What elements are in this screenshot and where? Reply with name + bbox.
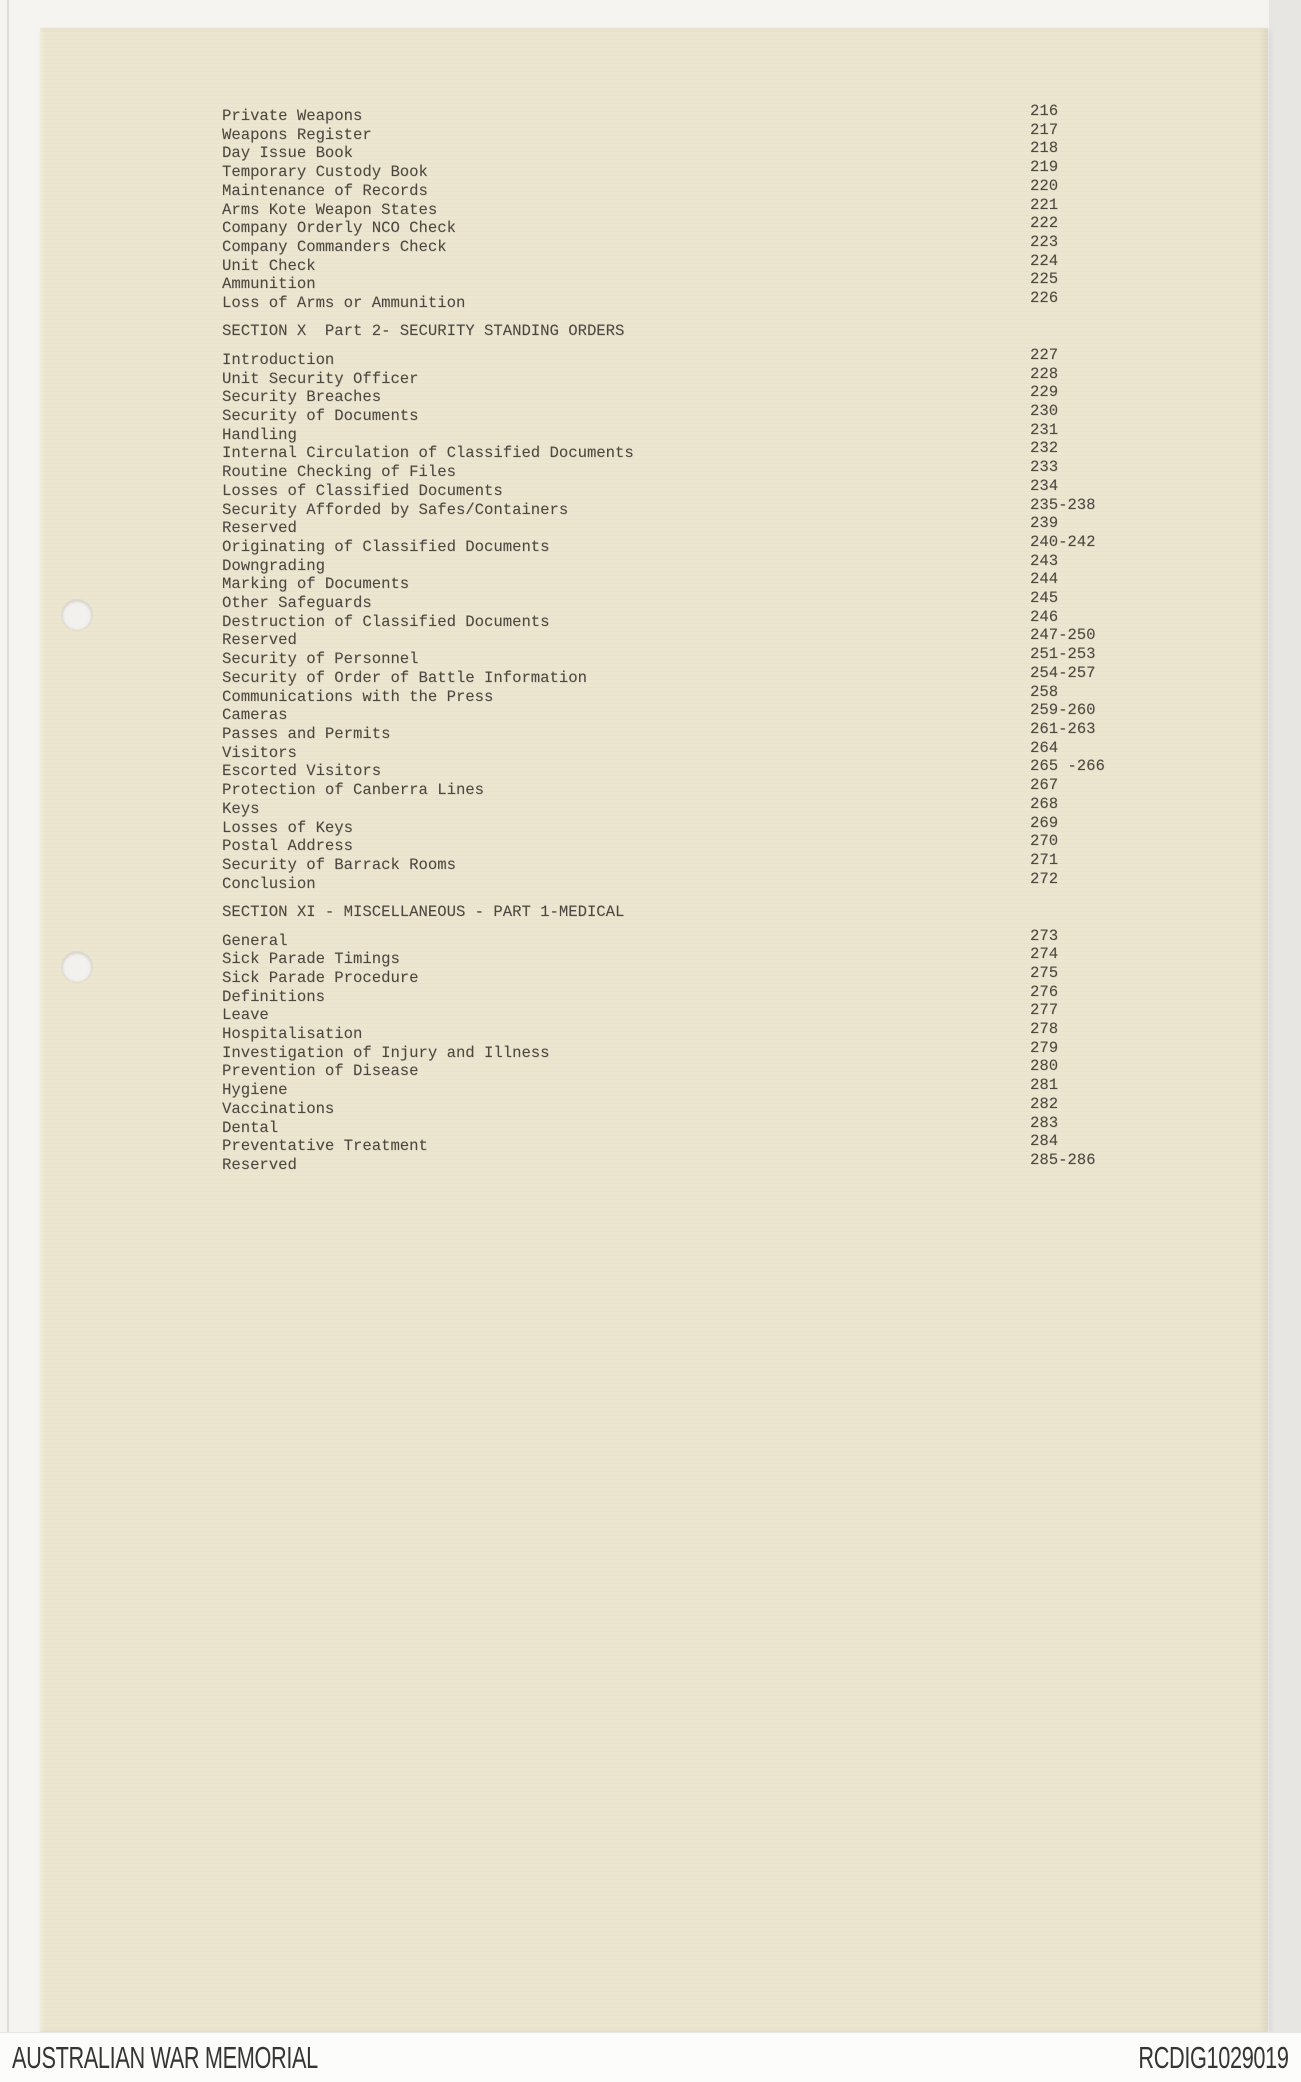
toc-row [222,794,1222,819]
toc-row [222,176,1222,201]
toc-item-label: Marking of Documents [222,575,410,594]
toc-row [222,1150,1222,1175]
toc-item-page: 277 [1030,1001,1059,1020]
toc-item-page: 276 [1030,982,1059,1001]
archive-name-label: AUSTRALIAN WAR MEMORIAL [12,2039,318,2075]
toc-row [222,458,1222,482]
toc-row [222,982,1222,1007]
toc-row [222,570,1222,594]
toc-row [222,532,1222,557]
toc-item-page: 282 [1030,1094,1059,1113]
toc-item-label: Dental [222,1118,279,1137]
toc-item-label: Unit Check [222,256,316,275]
toc-item-label: Reserved [222,519,297,538]
toc-item-page: 222 [1030,214,1059,233]
toc-item-label: Definitions [222,987,325,1006]
toc-item-page: 219 [1030,158,1059,177]
toc-item-page: 231 [1030,420,1059,439]
toc-item-label: Passes and Permits [222,725,391,743]
toc-item-label: Ammunition [222,275,316,294]
toc-item-page: 223 [1030,232,1059,251]
toc-item-label: Internal Circulation of Classified Documents [222,444,634,463]
toc-row [222,1094,1222,1119]
toc-item-page: 271 [1030,850,1059,869]
toc-item-page: 239 [1030,514,1059,533]
toc-item-label: Downgrading [222,556,325,575]
toc-row [222,1057,1222,1081]
toc-item-label: Company Orderly NCO Check [222,219,456,238]
toc-item-page: 227 [1030,345,1059,364]
toc-row [222,345,1222,370]
toc-row [222,776,1222,800]
toc-item-label: Prevention of Disease [222,1062,419,1081]
toc-item-page: 280 [1030,1057,1059,1076]
toc-item-page: 220 [1030,176,1059,195]
toc-item-label: Security of Personnel [222,650,419,669]
toc-row [222,420,1222,445]
toc-item-label: Escorted Visitors [222,762,382,781]
toc-item-page: 259-260 [1030,701,1096,720]
toc-row [222,663,1222,688]
toc-item-label: Maintenance of Records [222,181,428,200]
toc-row [222,945,1222,969]
toc-row [222,1076,1222,1100]
toc-item-page: 235-238 [1030,495,1096,514]
toc-item-page: 217 [1030,120,1059,139]
table-of-contents [222,102,1222,1175]
toc-row [222,195,1222,220]
toc-item-label: Sick Parade Procedure [222,968,419,987]
toc-item-label: Destruction of Classified Documents [222,612,550,631]
toc-row [222,289,1222,313]
toc-item-label: Security of Barrack Rooms [222,855,456,874]
toc-row [222,495,1222,520]
toc-row [222,850,1222,875]
record-id-label: RCDIG1029019 [1138,2039,1289,2075]
toc-item-page: 221 [1030,195,1059,214]
toc-item-label: Private Weapons [222,107,363,125]
toc-item-label: Introduction [222,350,335,369]
toc-item-label: Other Safeguards [222,594,372,613]
toc-item-page: 245 [1030,589,1059,608]
toc-row [222,720,1222,744]
toc-item-label: Weapons Register [222,125,372,144]
toc-item-page: 284 [1030,1132,1059,1151]
toc-item-label: Reserved [222,1155,297,1174]
toc-item-label: Investigation of Injury and Illness [222,1043,550,1062]
toc-item-page: 254-257 [1030,663,1096,682]
toc-row [222,589,1222,613]
toc-item-page: 261-263 [1030,720,1096,738]
toc-item-label: Handling [222,425,297,444]
toc-item-label: Company Commanders Check [222,237,447,256]
paper-sheet [40,28,1268,2032]
toc-item-label: Communications with the Press [222,687,494,706]
toc-item-page: 233 [1030,458,1059,477]
toc-item-label: Unit Security Officer [222,369,419,388]
toc-row [222,383,1222,407]
toc-item-label: Vaccinations [222,1099,335,1118]
toc-item-page: 243 [1030,551,1059,570]
toc-item-page: 216 [1030,102,1059,120]
toc-item-label: Reserved [222,631,297,650]
toc-item-label: Losses of Keys [222,818,354,837]
toc-row [222,963,1222,988]
toc-row [222,232,1222,257]
scan-right-edge [1269,0,1301,2032]
toc-row [222,551,1222,576]
toc-item-page: 226 [1030,289,1059,308]
toc-item-label: Security of Documents [222,407,419,426]
section-header: SECTION X Part 2- SECURITY STANDING ORDERS [222,322,625,341]
toc-item-page: 228 [1030,364,1059,383]
toc-item-label: Security of Order of Battle Information [222,668,587,687]
toc-item-label: Keys [222,799,260,818]
toc-row [222,1038,1222,1063]
toc-item-label: Conclusion [222,874,316,893]
toc-item-page: 279 [1030,1038,1059,1057]
toc-item-page: 240-242 [1030,532,1096,551]
toc-row [222,869,1222,894]
footer-bar [0,2032,1301,2082]
toc-item-label: Hygiene [222,1081,288,1100]
toc-item-label: Cameras [222,706,288,725]
toc-row [222,270,1222,294]
toc-item-page: 247-250 [1030,626,1096,645]
toc-item-label: Preventative Treatment [222,1137,428,1156]
toc-item-label: Originating of Classified Documents [222,537,550,556]
toc-item-page: 285-286 [1030,1150,1096,1169]
toc-row [222,120,1222,145]
toc-item-label: Temporary Custody Book [222,163,428,182]
scan-left-edge [7,0,9,2032]
toc-item-label: Loss of Arms or Ammunition [222,294,466,313]
toc-row [222,364,1222,389]
toc-item-label: Sick Parade Timings [222,950,400,969]
toc-item-page: 225 [1030,270,1059,289]
toc-item-page: 234 [1030,476,1059,495]
toc-item-page: 278 [1030,1020,1059,1039]
toc-row [222,757,1222,781]
toc-item-page: 275 [1030,963,1059,982]
toc-item-page: 283 [1030,1113,1059,1132]
toc-item-page: 246 [1030,607,1059,626]
toc-row [222,102,1222,126]
toc-item-label: Hospitalisation [222,1025,363,1044]
toc-item-page: 265 -266 [1030,757,1105,776]
toc-row [222,1001,1222,1025]
punch-hole-bottom [62,952,92,982]
toc-item-page: 230 [1030,402,1059,421]
toc-item-page: 274 [1030,945,1059,964]
toc-item-label: Postal Address [222,837,354,856]
toc-item-label: Protection of Canberra Lines [222,781,485,800]
toc-item-label: General [222,931,288,950]
toc-item-page: 258 [1030,682,1059,701]
toc-item-page: 268 [1030,794,1059,813]
toc-item-page: 251-253 [1030,645,1096,664]
toc-row [222,402,1222,426]
toc-item-label: Security Breaches [222,388,382,407]
toc-item-page: 264 [1030,738,1059,757]
toc-item-page: 232 [1030,439,1059,458]
toc-item-label: Security Afforded by Safes/Containers [222,500,569,519]
toc-item-page: 218 [1030,139,1059,158]
toc-row [222,439,1222,463]
toc-row [222,139,1222,163]
toc-item-label: Losses of Classified Documents [222,481,503,500]
toc-row [222,926,1222,951]
toc-row [222,251,1222,276]
toc-item-page: 273 [1030,926,1059,945]
toc-item-page: 272 [1030,869,1059,888]
toc-row [222,1113,1222,1138]
toc-item-label: Leave [222,1006,269,1025]
toc-row [222,832,1222,856]
toc-item-page: 267 [1030,776,1059,795]
toc-item-label: Routine Checking of Files [222,463,456,482]
punch-hole-top [62,600,92,630]
toc-row [222,1020,1222,1044]
toc-row [222,813,1222,838]
toc-item-page: 229 [1030,383,1059,402]
section-header: SECTION XI - MISCELLANEOUS - PART 1-MEDICAL [222,902,625,921]
toc-item-page: 270 [1030,832,1059,851]
toc-item-page: 224 [1030,251,1059,270]
toc-item-label: Visitors [222,743,297,762]
toc-item-label: Day Issue Book [222,144,354,163]
toc-item-page: 269 [1030,813,1059,832]
toc-item-page: 244 [1030,570,1059,589]
toc-row [222,158,1222,182]
toc-item-label: Arms Kote Weapon States [222,200,438,219]
toc-row [222,214,1222,238]
toc-item-page: 281 [1030,1076,1059,1095]
